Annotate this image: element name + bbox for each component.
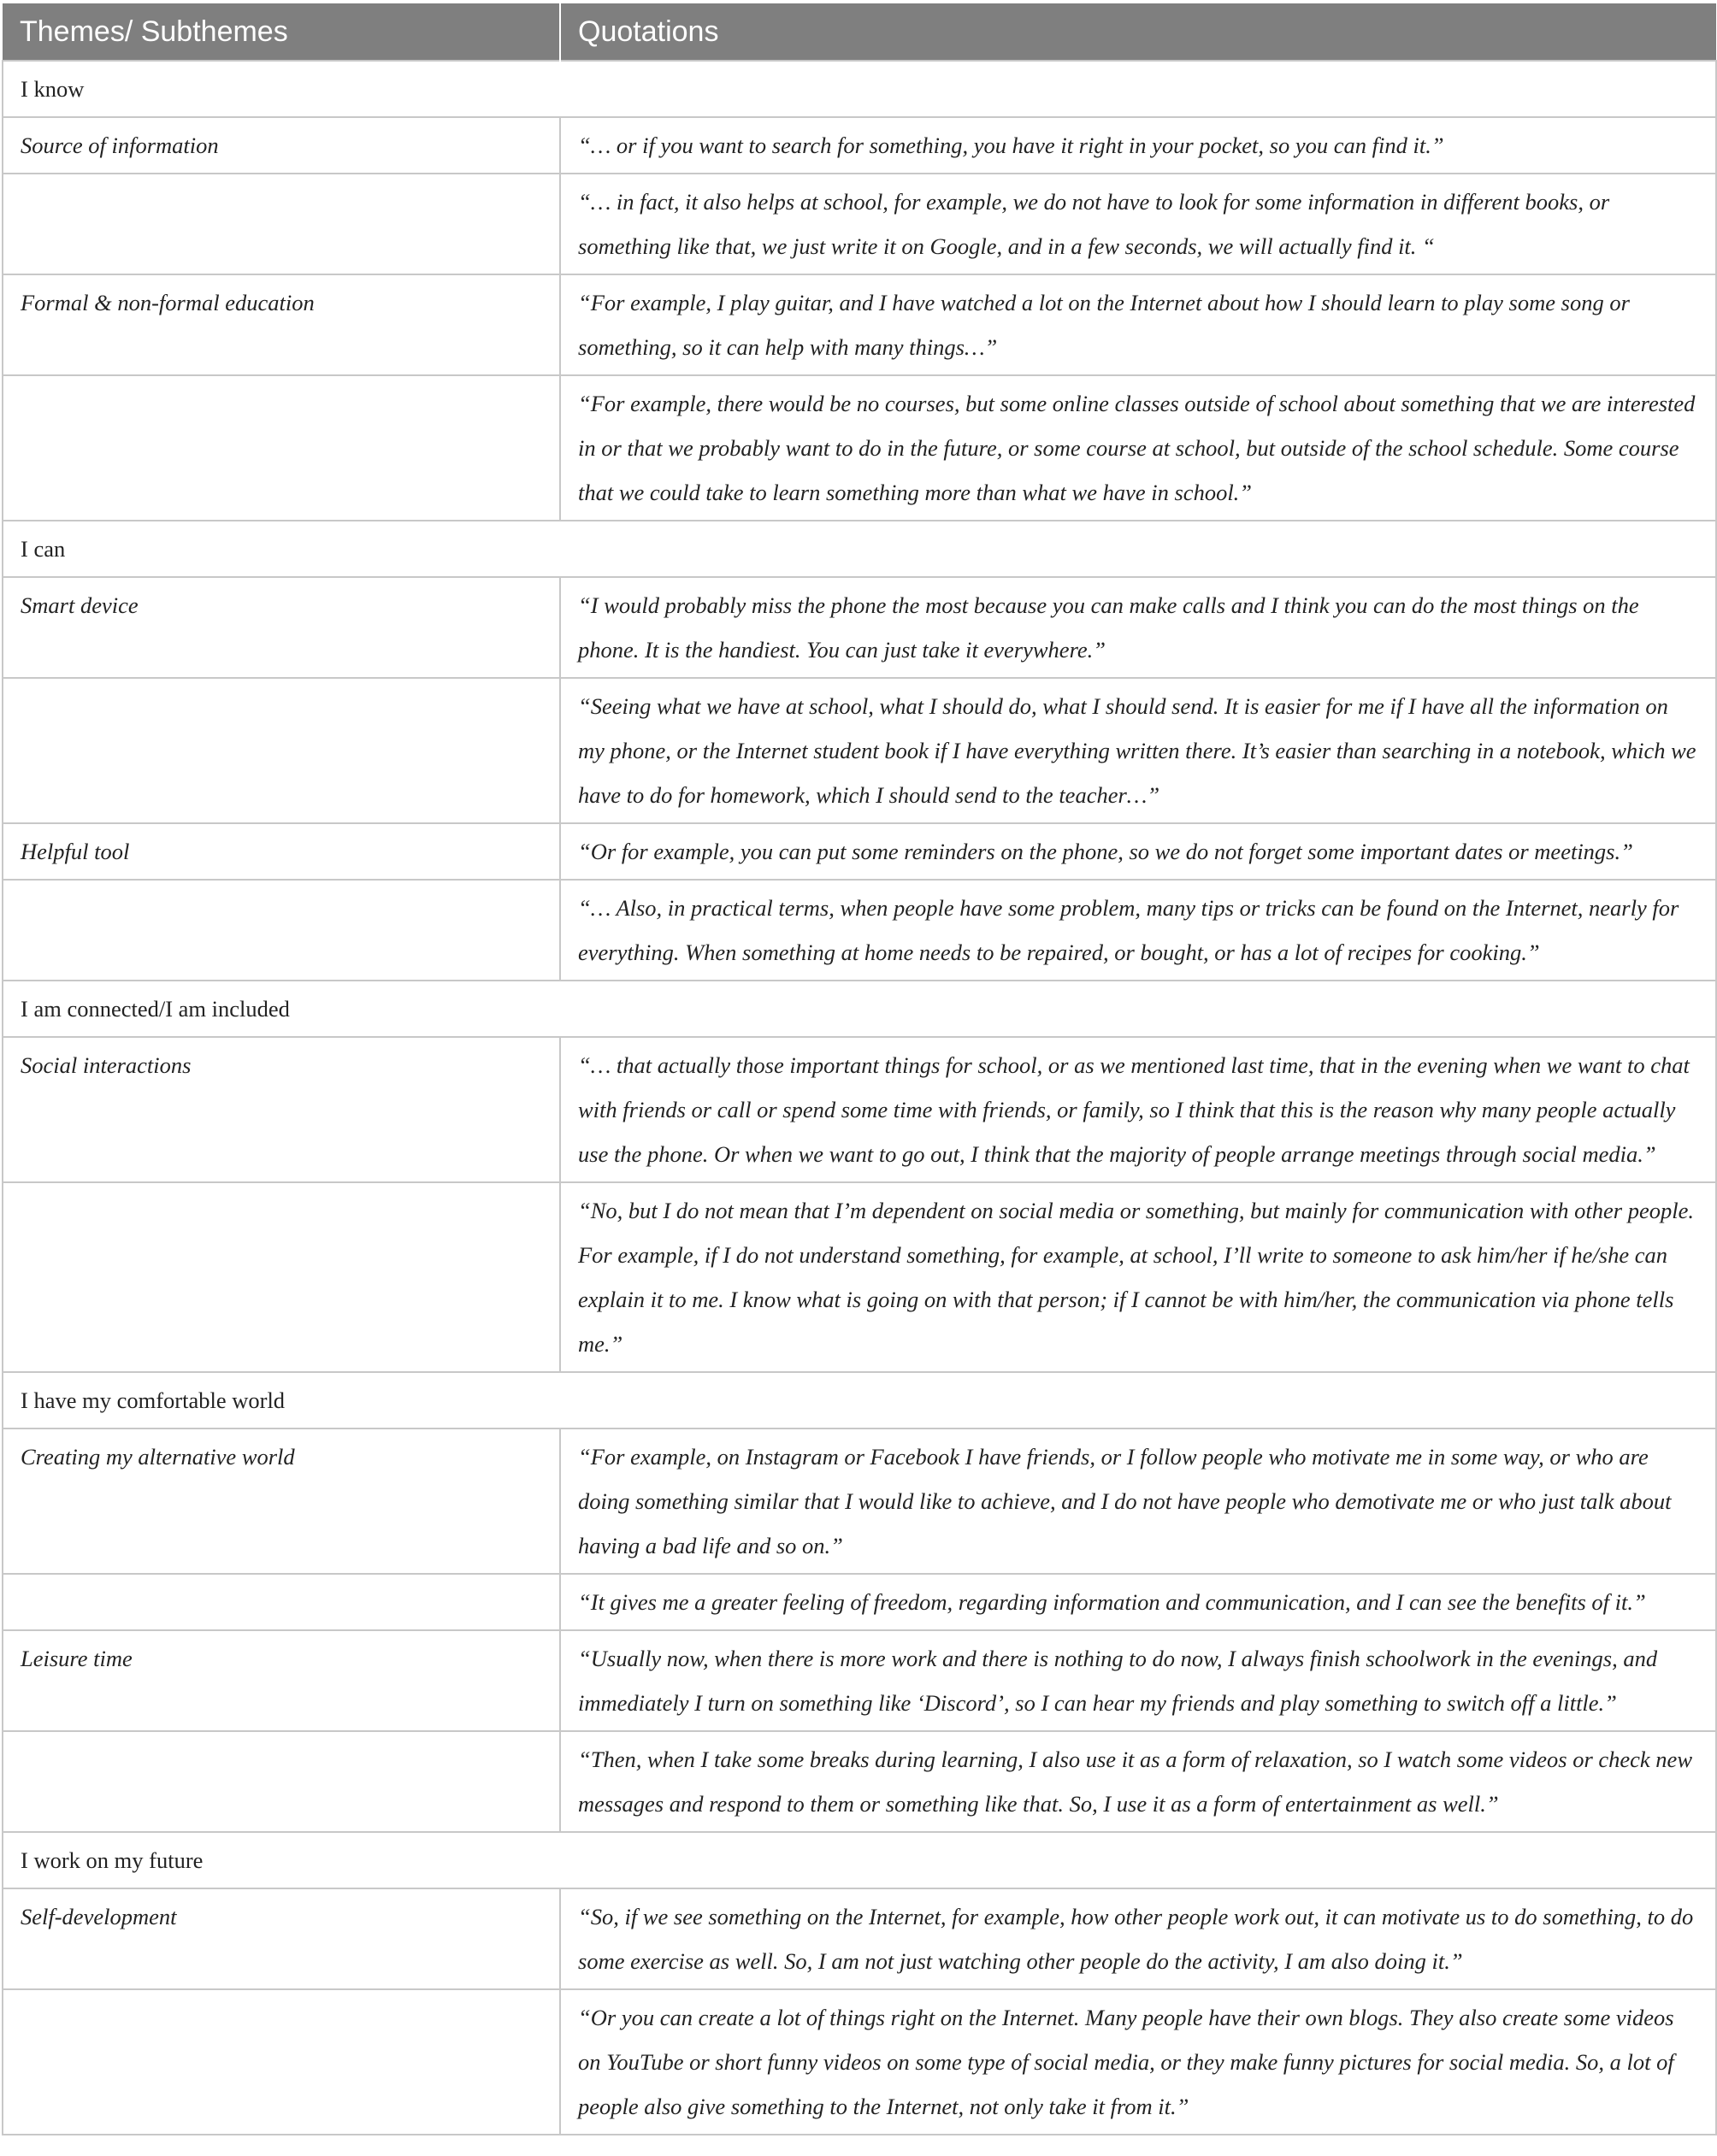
- quotation-cell: “For example, on Instagram or Facebook I have friends, or I follow people who motivate me in some way, or who are doing something similar that I would like to achieve, and I do not have people who demotivate me or who just talk about having a bad life and so on.”: [560, 1428, 1716, 1574]
- table-row: [3, 577, 1716, 678]
- subtheme-cell: [3, 1731, 560, 1832]
- quotation-cell: “Or you can create a lot of things right on the Internet. Many people have their own blogs. They also create some videos on YouTube or short funny videos on some type of social media, or they make funny pictures for social media. So, a lot of people also give something to the Internet, not only take it from it.”: [560, 1989, 1716, 2135]
- quotation-cell: “… or if you want to search for something, you have it right in your pocket, so you can find it.”: [560, 117, 1716, 174]
- table-row: [3, 1428, 1716, 1574]
- quotation-cell: “For example, I play guitar, and I have watched a lot on the Internet about how I should learn to play some song or something, so it can help with many things…”: [560, 274, 1716, 375]
- header-row: [3, 3, 1716, 61]
- table-row: [3, 1888, 1716, 1989]
- theme-row: [3, 61, 1716, 117]
- quotation-cell: “Then, when I take some breaks during learning, I also use it as a form of relaxation, so I watch some videos or check new messages and respond to them or something like that. So, I use it as a form of entertainment as well.”: [560, 1731, 1716, 1832]
- quotation-cell: “I would probably miss the phone the most because you can make calls and I think you can do the most things on the phone. It is the handiest. You can just take it everywhere.”: [560, 577, 1716, 678]
- subtheme-cell: Formal & non-formal education: [3, 274, 560, 375]
- theme-label: I can: [3, 521, 1716, 577]
- table-body: [3, 61, 1716, 2135]
- subtheme-cell: [3, 375, 560, 521]
- subtheme-cell: [3, 1989, 560, 2135]
- theme-label: I have my comfortable world: [3, 1372, 1716, 1428]
- theme-label: I am connected/I am included: [3, 981, 1716, 1037]
- table-row: [3, 823, 1716, 880]
- quotation-cell: “Seeing what we have at school, what I should do, what I should send. It is easier for me if I have all the information on my phone, or the Internet student book if I have everything written there. It’s easier than searching in a notebook, which we have to do for homework, which I should send to the teacher…”: [560, 678, 1716, 823]
- table-row: [3, 880, 1716, 981]
- header-quotations: Quotations: [560, 3, 1716, 61]
- header-themes: Themes/ Subthemes: [3, 3, 560, 61]
- subtheme-cell: Social interactions: [3, 1037, 560, 1182]
- subtheme-cell: [3, 1182, 560, 1372]
- quotation-cell: “… Also, in practical terms, when people have some problem, many tips or tricks can be found on the Internet, nearly for everything. When something at home needs to be repaired, or bought, or has a lot of recipes for cooking.”: [560, 880, 1716, 981]
- table-row: [3, 1574, 1716, 1630]
- subtheme-cell: [3, 678, 560, 823]
- quotation-cell: “No, but I do not mean that I’m dependent on social media or something, but mainly for communication with other people. For example, if I do not understand something, for example, at school, I’ll write to someone to ask him/her if he/she can explain it to me. I know what is going on with that person; if I cannot be with him/her, the communication via phone tells me.”: [560, 1182, 1716, 1372]
- table-row: [3, 274, 1716, 375]
- subtheme-cell: [3, 1574, 560, 1630]
- quotation-cell: “… that actually those important things for school, or as we mentioned last time, that in the evening when we want to chat with friends or call or spend some time with friends, or family, so I think that this is the reason why many people actually use the phone. Or when we want to go out, I think that the majority of people arrange meetings through social media.”: [560, 1037, 1716, 1182]
- theme-row: [3, 521, 1716, 577]
- table-header: [3, 3, 1716, 61]
- quotation-cell: “So, if we see something on the Internet, for example, how other people work out, it can motivate us to do something, to do some exercise as well. So, I am not just watching other people do the activity, I am also doing it.”: [560, 1888, 1716, 1989]
- quotation-cell: “Usually now, when there is more work and there is nothing to do now, I always finish schoolwork in the evenings, and immediately I turn on something like ‘Discord’, so I can hear my friends and play something to switch off a little.”: [560, 1630, 1716, 1731]
- table-row: [3, 1182, 1716, 1372]
- table-row: [3, 678, 1716, 823]
- subtheme-cell: Smart device: [3, 577, 560, 678]
- themes-table: [2, 3, 1717, 2135]
- subtheme-cell: Source of information: [3, 117, 560, 174]
- subtheme-cell: [3, 174, 560, 274]
- table-row: [3, 1037, 1716, 1182]
- subtheme-cell: Leisure time: [3, 1630, 560, 1731]
- table-row: [3, 1989, 1716, 2135]
- quotation-cell: “… in fact, it also helps at school, for example, we do not have to look for some information in different books, or something like that, we just write it on Google, and in a few seconds, we will actually find it. “: [560, 174, 1716, 274]
- subtheme-cell: Self-development: [3, 1888, 560, 1989]
- quotation-cell: “Or for example, you can put some reminders on the phone, so we do not forget some important dates or meetings.”: [560, 823, 1716, 880]
- theme-label: I know: [3, 61, 1716, 117]
- table-row: [3, 1630, 1716, 1731]
- theme-row: [3, 1832, 1716, 1888]
- theme-label: I work on my future: [3, 1832, 1716, 1888]
- subtheme-cell: Creating my alternative world: [3, 1428, 560, 1574]
- subtheme-cell: Helpful tool: [3, 823, 560, 880]
- table-row: [3, 375, 1716, 521]
- quotation-cell: “For example, there would be no courses, but some online classes outside of school about something that we are interested in or that we probably want to do in the future, or some course at school, but outside of the school schedule. Some course that we could take to learn something more than what we have in school.”: [560, 375, 1716, 521]
- table-row: [3, 1731, 1716, 1832]
- table-row: [3, 174, 1716, 274]
- table-row: [3, 117, 1716, 174]
- subtheme-cell: [3, 880, 560, 981]
- theme-row: [3, 1372, 1716, 1428]
- theme-row: [3, 981, 1716, 1037]
- quotation-cell: “It gives me a greater feeling of freedom, regarding information and communication, and I can see the benefits of it.”: [560, 1574, 1716, 1630]
